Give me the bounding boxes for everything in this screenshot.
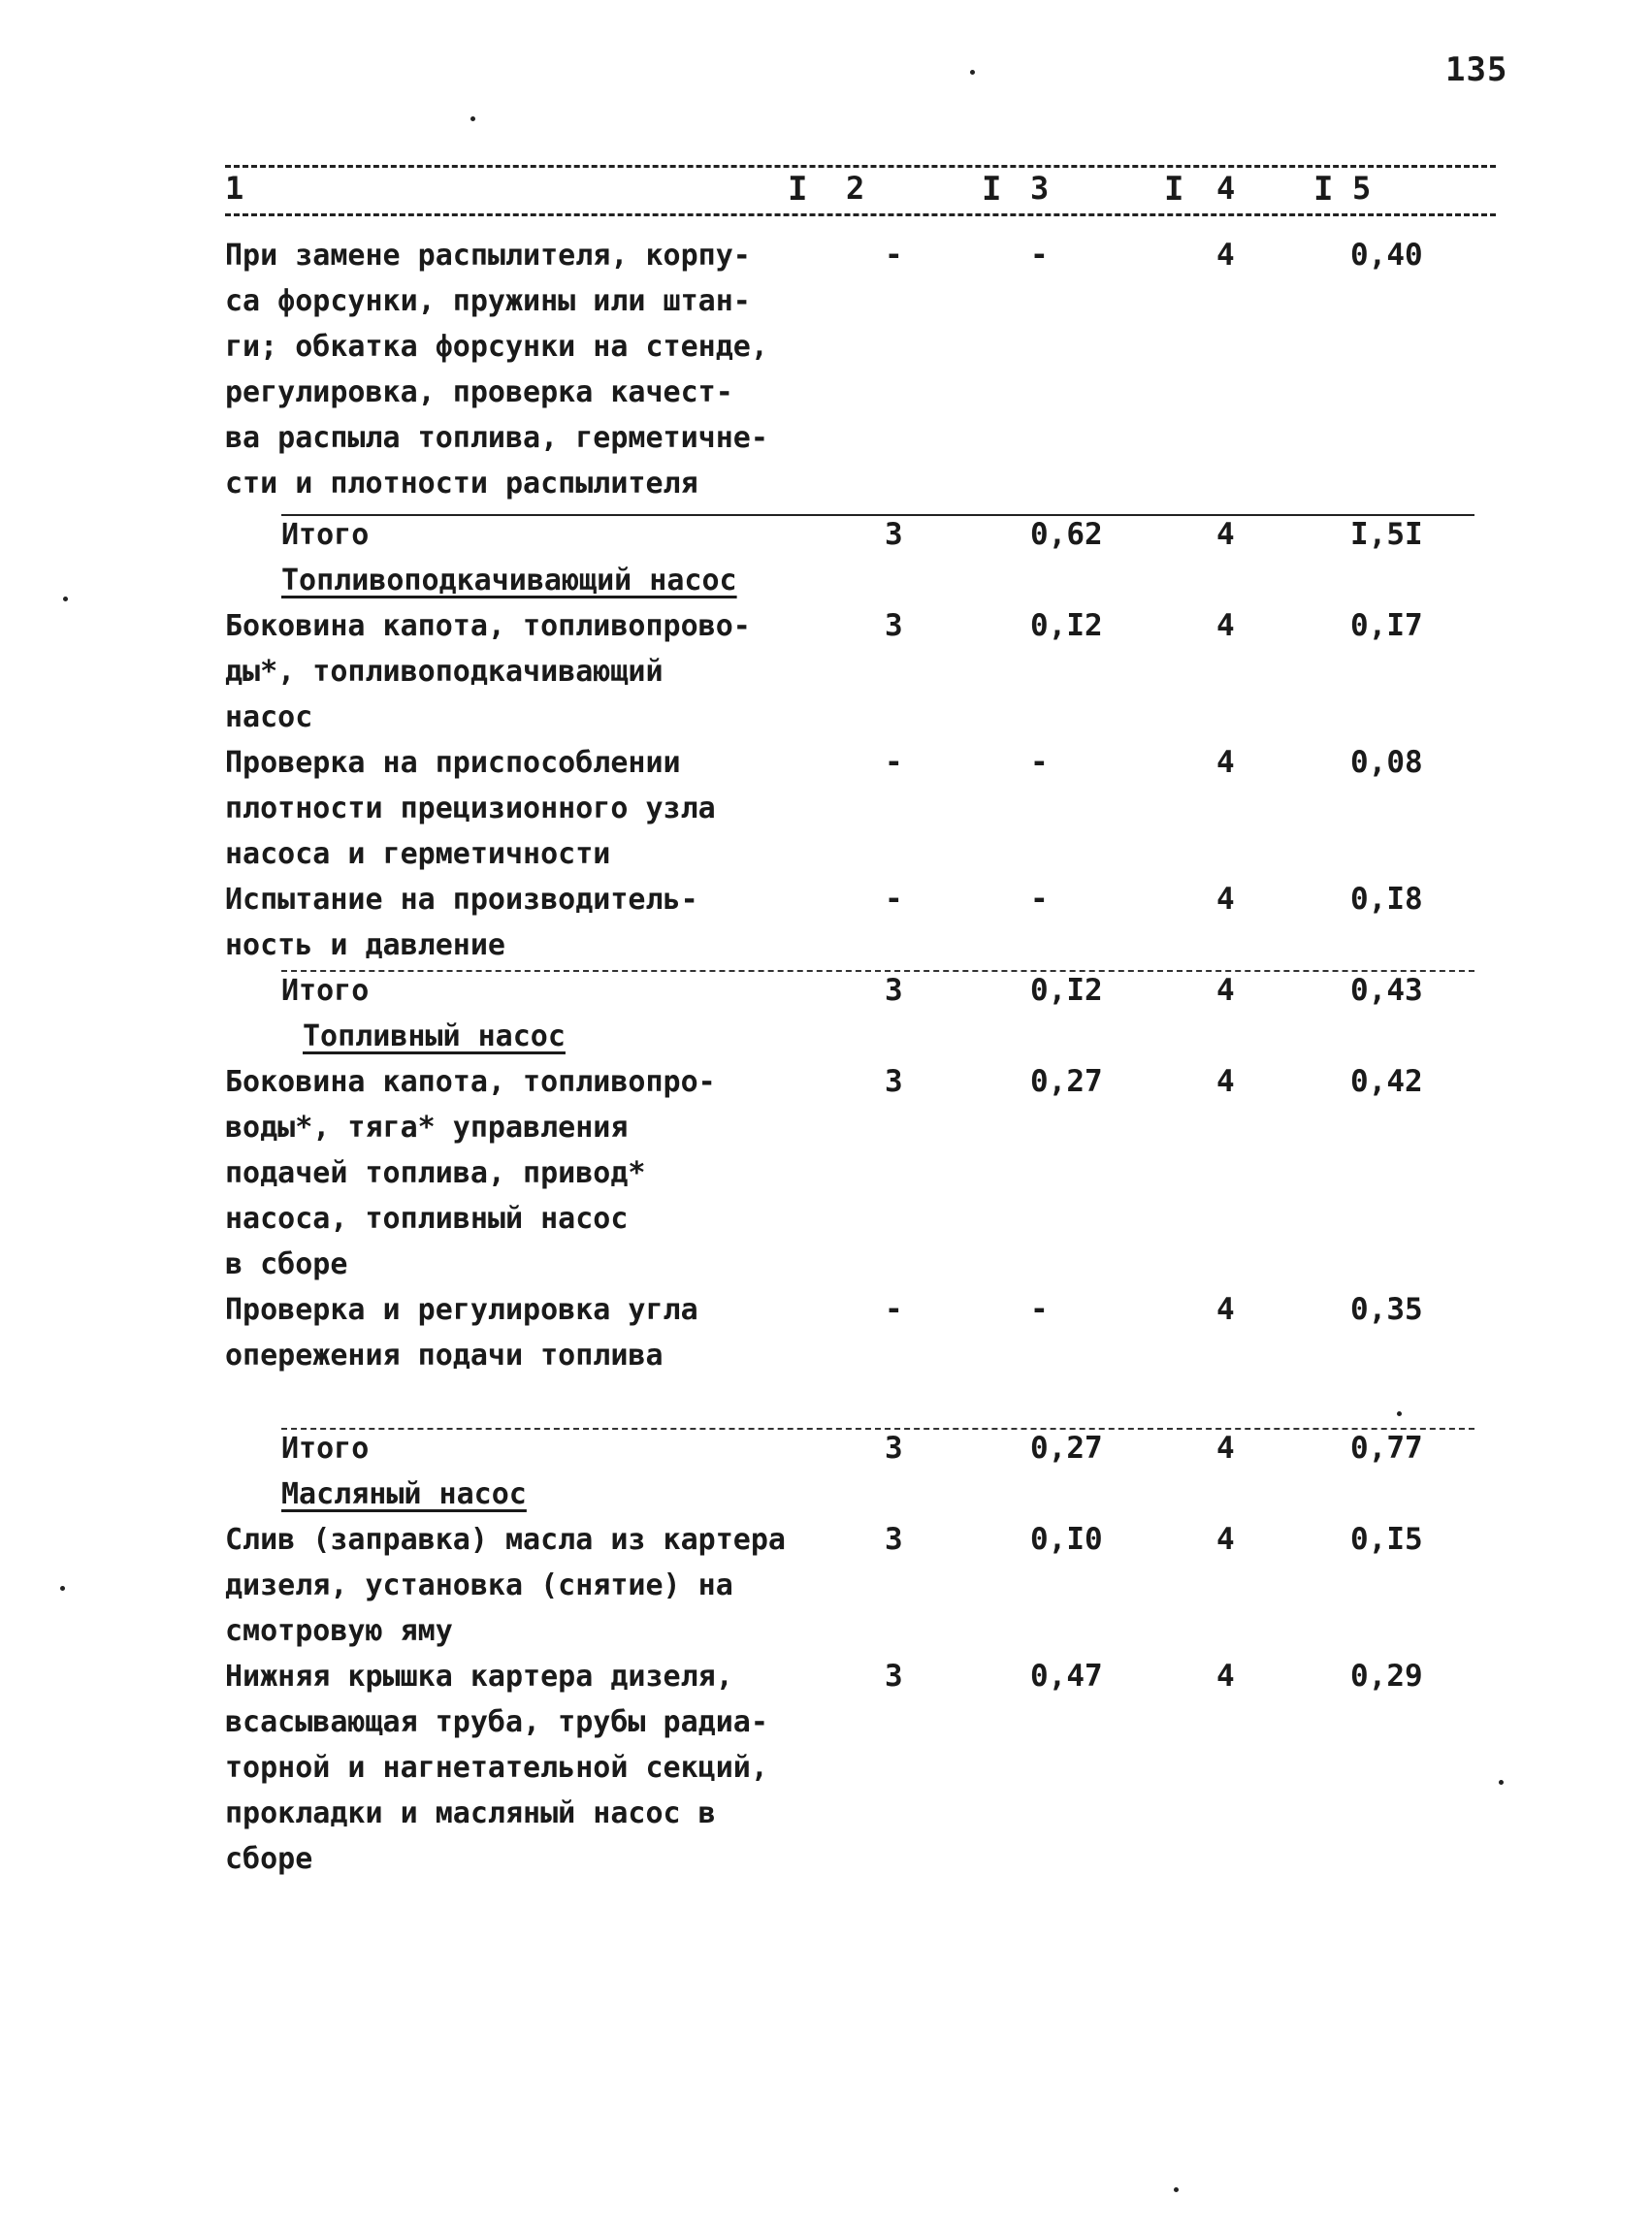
cell-col5: 0,40 — [1350, 238, 1423, 273]
cell-col2: - — [885, 238, 903, 273]
cell-col3: 0,I0 — [1030, 1522, 1103, 1557]
cell-col4: 4 — [1216, 1522, 1235, 1557]
cell-col2: 3 — [885, 973, 903, 1008]
scan-speck — [970, 70, 975, 75]
cell-col3: - — [1030, 745, 1049, 780]
cell-col2: 3 — [885, 608, 903, 643]
row-description: Проверка и регулировка угла опережения подачи топлива — [225, 1293, 698, 1373]
scan-speck — [1174, 2187, 1179, 2192]
cell-col3: 0,I2 — [1030, 973, 1103, 1008]
cell-col3: 0,47 — [1030, 1659, 1103, 1694]
cell-col4: 4 — [1216, 517, 1235, 552]
scan-speck — [60, 1586, 65, 1591]
column-header-1: 1 — [225, 170, 244, 207]
subtotal-label: Итого — [281, 974, 370, 1008]
cell-col4: 4 — [1216, 1659, 1235, 1694]
page-number: 135 — [1445, 50, 1508, 89]
cell-col4: 4 — [1216, 882, 1235, 917]
row-description: Боковина капота, топливопрово- ды*, топливоподкачивающий насос — [225, 609, 751, 734]
cell-col3: 0,27 — [1030, 1431, 1103, 1466]
cell-col3: 0,I2 — [1030, 608, 1103, 643]
cell-col3: - — [1030, 882, 1049, 917]
row-description: Боковина капота, топливопро- воды*, тяга* управления подачей топлива, привод* насоса, топливный насос в сборе — [225, 1065, 716, 1281]
cell-col2: 3 — [885, 1431, 903, 1466]
cell-col5: 0,35 — [1350, 1292, 1423, 1327]
cell-col5: 0,42 — [1350, 1064, 1423, 1099]
column-separator: I — [1164, 170, 1184, 209]
row-description: Испытание на производитель- ность и давление — [225, 883, 698, 962]
scan-speck — [470, 116, 475, 121]
cell-col3: 0,27 — [1030, 1064, 1103, 1099]
section-heading: Топливоподкачивающий насос — [281, 564, 737, 598]
cell-col2: - — [885, 745, 903, 780]
scan-speck — [63, 597, 68, 601]
column-separator: I — [788, 170, 808, 209]
column-header-5: 5 — [1352, 170, 1372, 207]
row-description: Слив (заправка) масла из картера дизеля, установка (снятие) на смотровую яму — [225, 1523, 786, 1648]
cell-col5: 0,I7 — [1350, 608, 1423, 643]
cell-col4: 4 — [1216, 238, 1235, 273]
cell-col5: 0,I5 — [1350, 1522, 1423, 1557]
subtotal-label: Итого — [281, 518, 370, 552]
cell-col4: 4 — [1216, 745, 1235, 780]
section-heading: Топливный насос — [303, 1019, 566, 1053]
cell-col4: 4 — [1216, 973, 1235, 1008]
column-separator: I — [982, 170, 1002, 209]
column-header-4: 4 — [1216, 170, 1236, 207]
cell-col2: 3 — [885, 1659, 903, 1694]
cell-col3: - — [1030, 238, 1049, 273]
cell-col3: 0,62 — [1030, 517, 1103, 552]
row-description: При замене распылителя, корпу- са форсунки, пружины или штан- ги; обкатка форсунки на стенде, регулировка, проверка качест- ва распыла топлива, герметичне- сти и плотности распылителя — [225, 239, 768, 501]
table-top-dashed-rule — [225, 165, 1496, 168]
scan-speck — [1397, 1411, 1402, 1416]
row-description: Проверка на приспособлении плотности прецизионного узла насоса и герметичности — [225, 746, 716, 871]
table-header-dashed-rule — [225, 213, 1496, 216]
column-header-2: 2 — [846, 170, 865, 207]
cell-col2: 3 — [885, 1522, 903, 1557]
cell-col2: - — [885, 1292, 903, 1327]
cell-col2: 3 — [885, 517, 903, 552]
scan-speck — [1499, 1780, 1504, 1785]
column-header-3: 3 — [1030, 170, 1050, 207]
cell-col4: 4 — [1216, 1292, 1235, 1327]
section-heading: Масляный насос — [281, 1477, 527, 1511]
cell-col5: 0,I8 — [1350, 882, 1423, 917]
row-description: Нижняя крышка картера дизеля, всасывающая труба, трубы радиа- торной и нагнетательной секций, прокладки и масляный насос в сборе — [225, 1660, 768, 1876]
cell-col5: 0,08 — [1350, 745, 1423, 780]
cell-col2: 3 — [885, 1064, 903, 1099]
cell-col5: 0,77 — [1350, 1431, 1423, 1466]
cell-col5: I,5I — [1350, 517, 1423, 552]
cell-col2: - — [885, 882, 903, 917]
cell-col5: 0,29 — [1350, 1659, 1423, 1694]
cell-col4: 4 — [1216, 1064, 1235, 1099]
subtotal-label: Итого — [281, 1432, 370, 1466]
cell-col5: 0,43 — [1350, 973, 1423, 1008]
cell-col4: 4 — [1216, 608, 1235, 643]
table-header-row — [225, 170, 1506, 218]
cell-col3: - — [1030, 1292, 1049, 1327]
column-separator: I — [1313, 170, 1334, 209]
cell-col4: 4 — [1216, 1431, 1235, 1466]
